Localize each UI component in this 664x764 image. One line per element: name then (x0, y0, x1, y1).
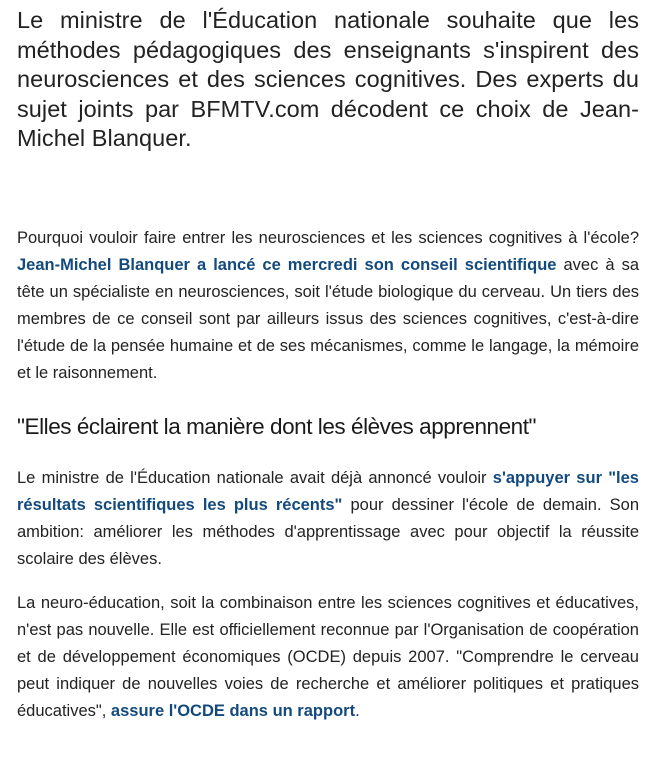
link-rapport-ocde[interactable]: assure l'OCDE dans un rapport (110, 701, 356, 720)
section-heading: "Elles éclairent la manière dont les élèves apprennent" (17, 413, 537, 439)
article-lead: Le ministre de l'Éducation nationale souhaite que les méthodes pédagogiques des enseignants s'inspirent des neurosciences et des sciences cognitives. Des experts du sujet joints par BFMTV.com décodent ce choix de Jean-Michel Blanquer. (17, 7, 639, 151)
paragraph-3-text-end: . (355, 701, 360, 720)
paragraph-3-text-start: La neuro-éducation, soit la combinaison entre les sciences cognitives et éducatives, n'est pas nouvelle. Elle est officiellement reconnue par l'Organisation de coopération et de développement économiques (OCDE) depuis 2007. "Comprendre le cerveau peut indiquer de nouvelles voies de recherche et améliorer politiques et pratiques éducatives", (17, 593, 639, 720)
paragraph-3 (17, 590, 639, 725)
paragraph-2-text-end: pour dessiner l'école de demain. Son ambition: améliorer les méthodes d'apprentissage avec pour objectif la réussite scolaire des élèves. (17, 495, 639, 568)
link-resultats-scientifiques[interactable]: s'appuyer sur "les résultats scientifiques les plus récents" (17, 468, 639, 514)
paragraph-1-text-end: avec à sa tête un spécialiste en neurosciences, soit l'étude biologique du cerveau. Un tiers des membres de ce conseil sont par ailleurs issus des sciences cognitives, c'est-à-dire l'étude de la pensée humaine et de ses mécanismes, comme le langage, la mémoire et le raisonnement. (17, 255, 639, 382)
paragraph-1-text-start: Pourquoi vouloir faire entrer les neurosciences et les sciences cognitives à l'école? (17, 228, 639, 247)
link-conseil-scientifique[interactable]: Jean-Michel Blanquer a lancé ce mercredi son conseil scientifique (17, 255, 557, 274)
paragraph-1 (17, 225, 639, 387)
paragraph-2-text-start: Le ministre de l'Éducation nationale avait déjà annoncé vouloir (17, 468, 493, 487)
article-body (17, 0, 639, 725)
paragraph-2 (17, 465, 639, 573)
